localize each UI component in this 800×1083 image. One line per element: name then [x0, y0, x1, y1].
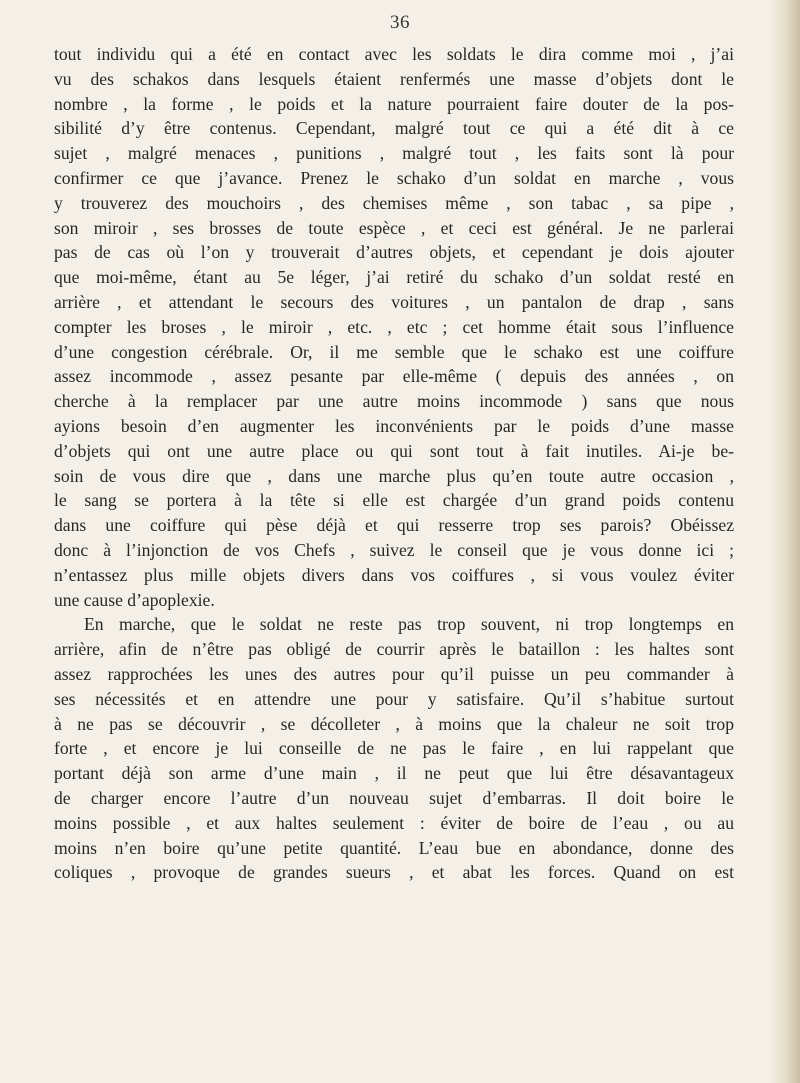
text-line: arrière , et attendant le secours des voitures , un pantalon de drap , sans — [54, 291, 734, 312]
text-line: assez incommode , assez pesante par elle-même ( depuis des années , on — [54, 366, 734, 387]
text-line: tout individu qui a été en contact avec les soldats le dira comme moi , j’ai — [54, 44, 734, 64]
text-line: son miroir , ses brosses de toute espèce , et ceci est général. Je ne parlerai — [54, 217, 734, 238]
text-line: portant déjà son arme d’une main , il ne peut que lui être désavantageux — [54, 763, 734, 784]
text-line: forte , et encore je lui conseille de ne pas le faire , en lui rappelant que — [54, 738, 734, 759]
text-line: nombre , la forme , le poids et la nature pourraient faire douter de la pos- — [54, 93, 734, 114]
text-line: confirmer ce que j’avance. Prenez le schako d’un soldat en marche , vous — [54, 167, 734, 188]
text-line: compter les broses , le miroir , etc. , etc ; cet homme était sous l’influence — [54, 316, 734, 337]
body-text — [54, 42, 734, 885]
text-line: d’objets qui ont une autre place ou qui sont tout à fait inutiles. Ai-je be- — [54, 440, 734, 461]
text-line: dans une coiffure qui pèse déjà et qui resserre trop ses parois? Obéissez — [54, 515, 734, 536]
text-line: ses nécessités et en attendre une pour y satisfaire. Qu’il s’habitue surtout — [54, 688, 734, 709]
text-line: le sang se portera à la tête si elle est chargée d’un grand poids contenu — [54, 490, 734, 511]
text-line: soin de vous dire que , dans une marche plus qu’en toute autre occasion , — [54, 465, 734, 486]
text-line: de charger encore l’autre d’un nouveau sujet d’embarras. Il doit boire le — [54, 787, 734, 808]
text-line: moins possible , et aux haltes seulement : éviter de boire de l’eau , ou au — [54, 812, 734, 833]
paragraph-start-line: En marche, que le soldat ne reste pas trop souvent, ni trop longtemps en — [84, 614, 734, 635]
text-line: n’entassez plus mille objets divers dans vos coiffures , si vous voulez éviter — [54, 564, 734, 585]
text-line: y trouverez des mouchoirs , des chemises même , son tabac , sa pipe , — [54, 192, 734, 213]
text-line: coliques , provoque de grandes sueurs , et abat les forces. Quand on est — [54, 862, 734, 883]
text-line: d’une congestion cérébrale. Or, il me semble que le schako est une coiffure — [54, 341, 734, 362]
text-line: arrière, afin de n’être pas obligé de courrir après le bataillon : les haltes sont — [54, 639, 734, 660]
text-line: cherche à la remplacer par une autre moins incommode ) sans que nous — [54, 391, 734, 412]
text-line: moins n’en boire qu’une petite quantité. L’eau bue en abondance, donne des — [54, 837, 734, 858]
text-line: vu des schakos dans lesquels étaient renfermés une masse d’objets dont le — [54, 68, 734, 89]
text-line: ayions besoin d’en augmenter les inconvénients par le poids d’une masse — [54, 415, 734, 436]
page-number: 36 — [390, 12, 410, 33]
text-line: à ne pas se découvrir , se décolleter , à moins que la chaleur ne soit trop — [54, 713, 734, 734]
text-line: sujet , malgré menaces , punitions , malgré tout , les faits sont là pour — [54, 143, 734, 164]
text-line: que moi-même, étant au 5e léger, j’ai retiré du schako d’un soldat resté en — [54, 267, 734, 288]
text-line: pas de cas où l’on y trouverait d’autres objets, et cependant je dois ajouter — [54, 242, 734, 263]
paragraph-end-line: une cause d’apoplexie. — [54, 589, 215, 610]
text-line: assez rapprochées les unes des autres pour qu’il puisse un peu commander à — [54, 663, 734, 684]
text-line: donc à l’injonction de vos Chefs , suivez le conseil que je vous donne ici ; — [54, 539, 734, 560]
text-line: sibilité d’y être contenus. Cependant, malgré tout ce qui a été dit à ce — [54, 118, 734, 139]
